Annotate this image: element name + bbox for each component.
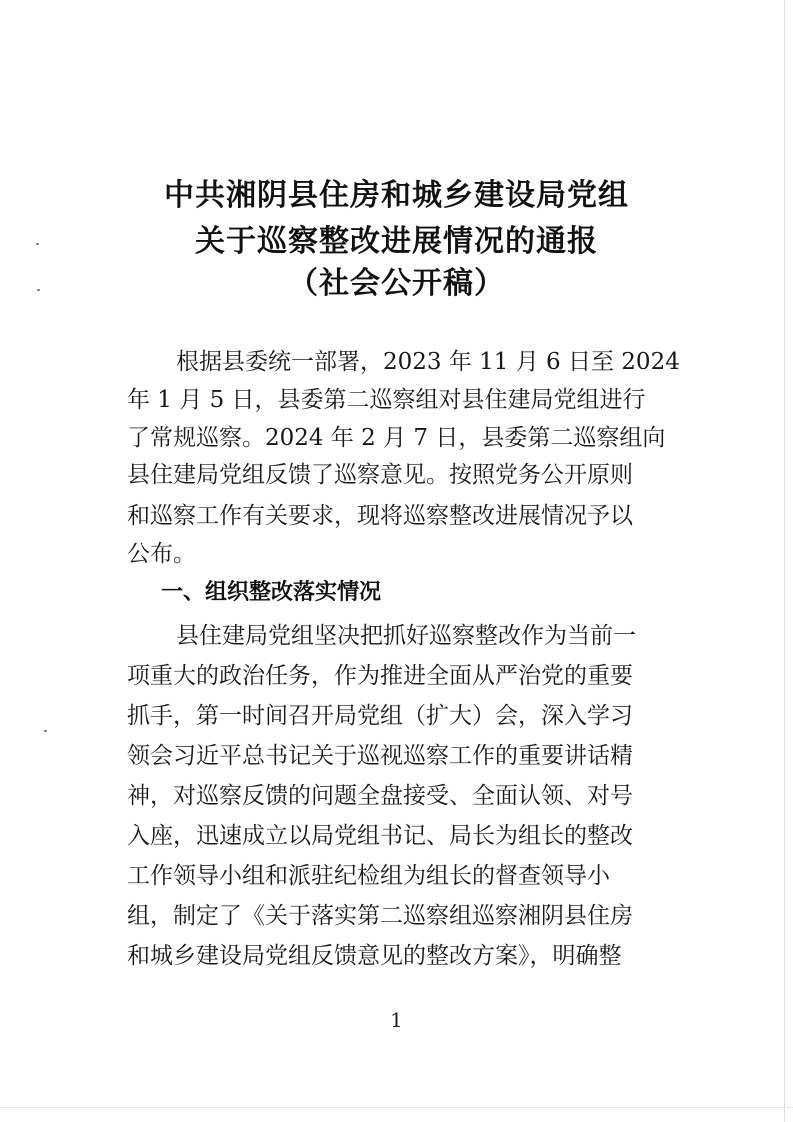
paragraph-line: 工作领导小组和派驻纪检组为组长的督查领导小 [127, 863, 610, 889]
paragraph-line: 了常规巡察。2024 年 2 月 7 日，县委第二巡察组向 [127, 425, 666, 451]
paragraph-line: 根据县委统一部署，2023 年 11 月 6 日至 2024 [176, 349, 680, 375]
title-line-3: （社会公开稿） [288, 266, 505, 301]
paragraph-line: 县住建局党组坚决把抓好巡察整改作为当前一 [176, 623, 636, 649]
paragraph-line: 年 1 月 5 日，县委第二巡察组对县住建局党组进行 [127, 387, 646, 413]
paragraph-line: 和巡察工作有关要求，现将巡察整改进展情况予以 [127, 503, 633, 529]
paragraph-line: 县住建局党组反馈了巡察意见。按照党务公开原则 [127, 462, 633, 488]
scan-edge-right [784, 0, 785, 1122]
paragraph-line: 领会习近平总书记关于巡视巡察工作的重要讲话精 [127, 743, 633, 769]
paragraph-line: 项重大的政治任务，作为推进全面从严治党的重要 [127, 663, 633, 689]
paragraph-line: 组，制定了《关于落实第二巡察组巡察湘阴县住房 [127, 903, 633, 929]
paragraph-line: 神，对巡察反馈的问题全盘接受、全面认领、对号 [127, 783, 633, 809]
scan-speck [44, 730, 47, 732]
title-line-1: 中共湘阴县住房和城乡建设局党组 [164, 178, 629, 213]
paragraph-line: 公布。 [127, 541, 196, 567]
paragraph-line: 入座，迅速成立以局党组书记、局长为组长的整改 [127, 823, 633, 849]
page-number: 1 [390, 1008, 403, 1032]
title-line-2: 关于巡察整改进展情况的通报 [195, 224, 598, 259]
paragraph-line: 抓手，第一时间召开局党组（扩大）会，深入学习 [127, 703, 633, 729]
section-heading: 一、组织整改落实情况 [161, 580, 382, 605]
scan-edge-bottom [0, 1107, 793, 1108]
paragraph-line: 和城乡建设局党组反馈意见的整改方案》，明确整 [127, 943, 622, 969]
